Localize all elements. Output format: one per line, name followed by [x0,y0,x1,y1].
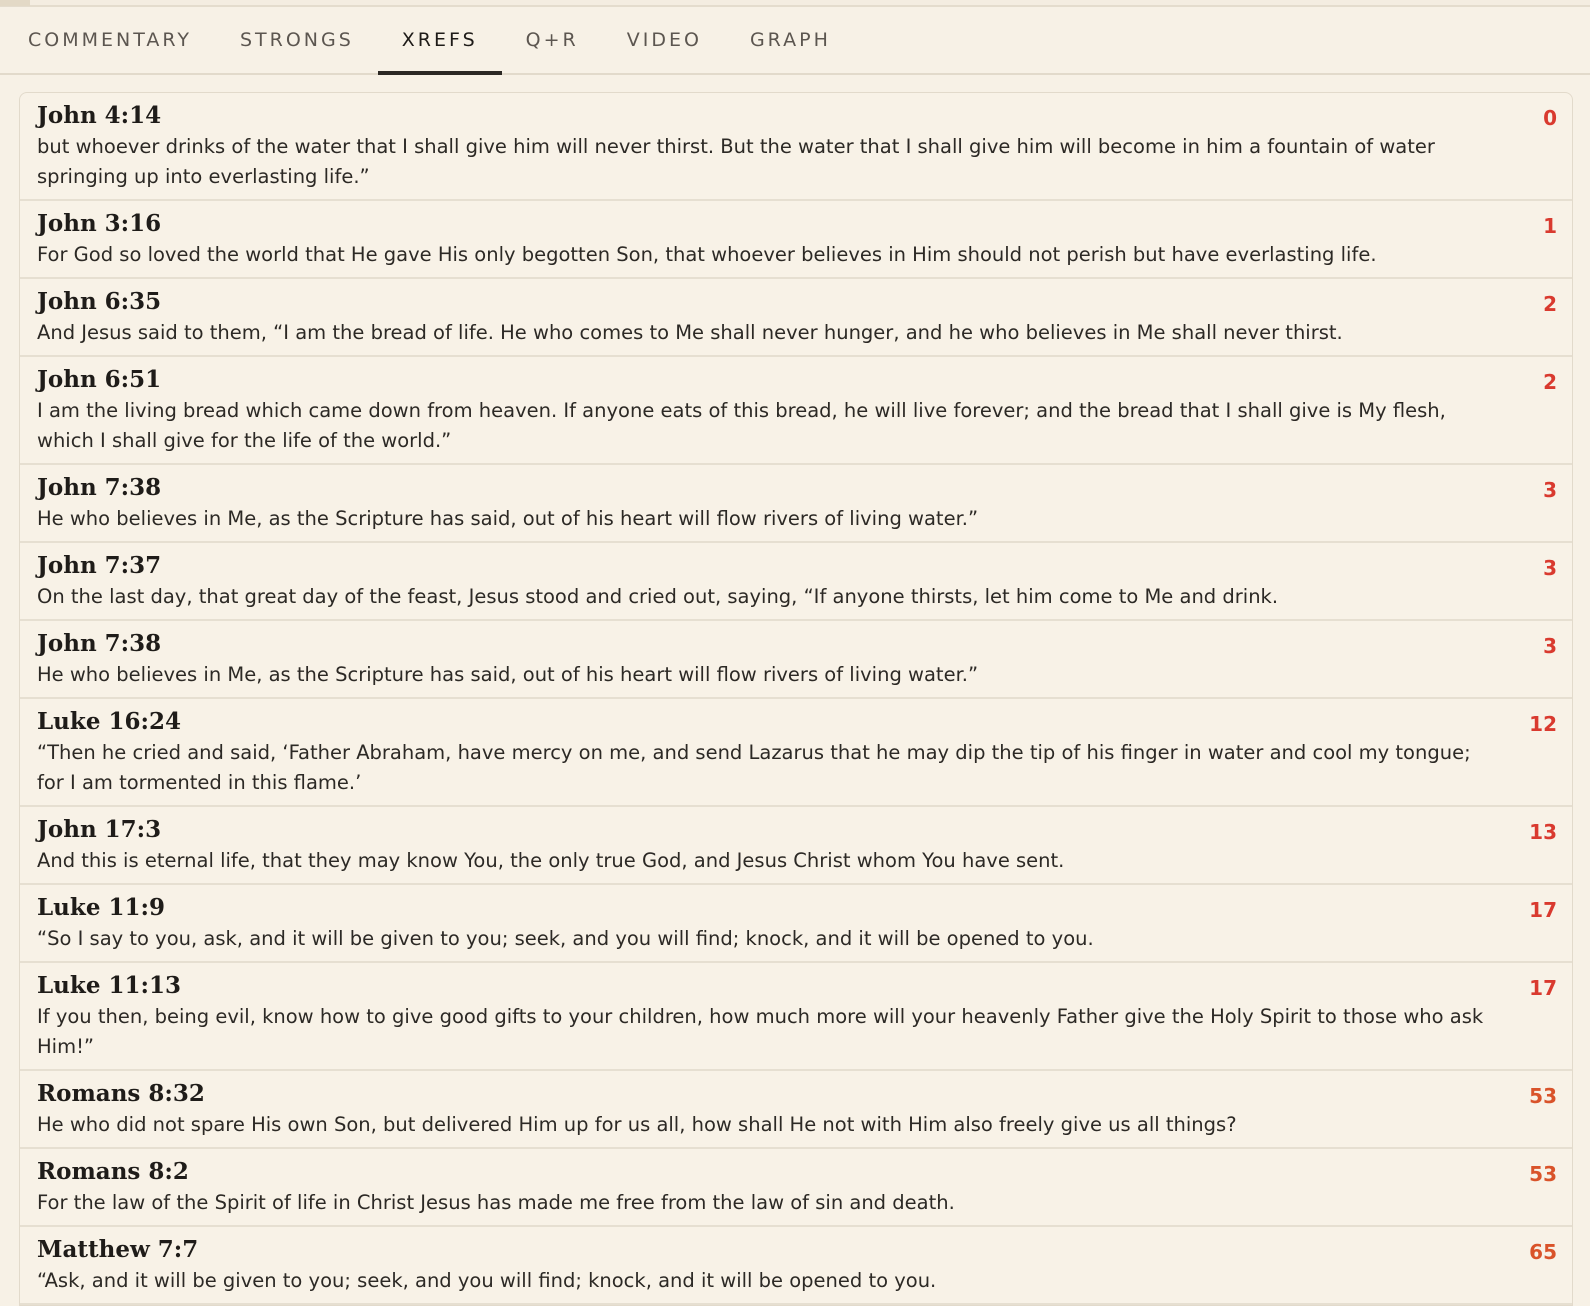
xref-count: 17 [1529,898,1557,922]
tab-strongs[interactable]: STRONGS [239,29,354,51]
xref-reference[interactable]: John 7:38 [37,630,162,657]
xref-reference[interactable]: John 3:16 [37,210,162,237]
xref-verse-text: but whoever drinks of the water that I shall give him will never thirst. But the water that I shall give him will become in him a fountain of water springing up into everlasting life.” [37,135,1435,188]
xref-row[interactable] [20,963,1572,1071]
xref-row[interactable] [20,357,1572,465]
xref-row[interactable] [20,543,1572,621]
xref-row[interactable] [20,201,1572,279]
xref-count: 2 [1543,292,1557,316]
xref-verse-text: He who did not spare His own Son, but delivered Him up for us all, how shall He not with Him also freely give us all things? [37,1113,1237,1136]
xref-reference[interactable]: Luke 11:9 [37,894,165,921]
tab-graph[interactable]: GRAPH [749,29,831,51]
xref-verse-text: For the law of the Spirit of life in Christ Jesus has made me free from the law of sin and death. [37,1191,955,1214]
xref-reference[interactable]: John 17:3 [37,816,162,843]
xref-verse-text: “Ask, and it will be given to you; seek, and you will find; knock, and it will be opened to you. [37,1269,937,1292]
xref-row[interactable] [20,621,1572,699]
tab-xrefs[interactable]: XREFS [378,7,502,73]
xref-reference[interactable]: John 4:14 [37,102,162,129]
xref-reference[interactable]: Matthew 7:7 [37,1236,199,1263]
xref-verse-text: “So I say to you, ask, and it will be given to you; seek, and you will find; knock, and it will be opened to you. [37,927,1094,950]
xref-count: 3 [1543,478,1557,502]
xref-count: 53 [1529,1084,1557,1108]
xref-row[interactable] [20,885,1572,963]
xref-verse-text: On the last day, that great day of the feast, Jesus stood and cried out, saying, “If anyone thirsts, let him come to Me and drink. [37,585,1279,608]
xref-count: 0 [1543,106,1557,130]
tab-qr[interactable]: Q+R [525,29,579,51]
xref-row[interactable] [20,1071,1572,1149]
xref-verse-text: If you then, being evil, know how to give good gifts to your children, how much more will your heavenly Father give the Holy Spirit to those who ask Him!” [37,1005,1484,1058]
tab-commentary[interactable]: COMMENTARY [28,29,192,51]
xref-reference[interactable]: Luke 16:24 [37,708,181,735]
xref-count: 53 [1529,1162,1557,1186]
xref-row[interactable] [20,807,1572,885]
xref-reference[interactable]: John 7:37 [37,552,162,579]
xref-verse-text: He who believes in Me, as the Scripture has said, out of his heart will flow rivers of living water.” [37,663,979,686]
xref-row[interactable] [20,279,1572,357]
xref-reference[interactable]: John 6:51 [37,366,162,393]
xref-count: 1 [1543,214,1557,238]
top-strip-handle [0,0,30,6]
xref-verse-text: “Then he cried and said, ‘Father Abraham, have mercy on me, and send Lazarus that he may dip the tip of his finger in water and cool my tongue; for I am tormented in this flame.’ [37,741,1471,794]
xref-verse-text: He who believes in Me, as the Scripture has said, out of his heart will flow rivers of living water.” [37,507,979,530]
xref-count: 12 [1529,712,1557,736]
xref-row[interactable] [20,93,1572,201]
xref-count: 3 [1543,634,1557,658]
xref-count: 2 [1543,370,1557,394]
top-strip [0,0,1590,7]
xref-count: 13 [1529,820,1557,844]
xref-reference[interactable]: Romans 8:2 [37,1158,189,1185]
xref-reference[interactable]: Romans 8:32 [37,1080,205,1107]
xref-row[interactable] [20,1227,1572,1305]
xref-verse-text: I am the living bread which came down from heaven. If anyone eats of this bread, he will live forever; and the bread that I shall give is My flesh, which I shall give for the life of the world.” [37,399,1446,452]
xref-verse-text: And Jesus said to them, “I am the bread of life. He who comes to Me shall never hunger, and he who believes in Me shall never thirst. [37,321,1343,344]
xref-reference[interactable]: John 7:38 [37,474,162,501]
tab-video[interactable]: VIDEO [626,29,702,51]
xref-reference[interactable]: Luke 11:13 [37,972,181,999]
xref-verse-text: And this is eternal life, that they may know You, the only true God, and Jesus Christ whom You have sent. [37,849,1065,872]
xref-count: 3 [1543,556,1557,580]
xref-count: 65 [1529,1240,1557,1264]
xref-verse-text: For God so loved the world that He gave His only begotten Son, that whoever believes in Him should not perish but have everlasting life. [37,243,1377,266]
xref-row[interactable] [20,699,1572,807]
xref-row[interactable] [20,465,1572,543]
xref-list [19,92,1573,1306]
tab-bar [0,7,1590,75]
xref-reference[interactable]: John 6:35 [37,288,162,315]
xref-count: 17 [1529,976,1557,1000]
xref-row[interactable] [20,1149,1572,1227]
